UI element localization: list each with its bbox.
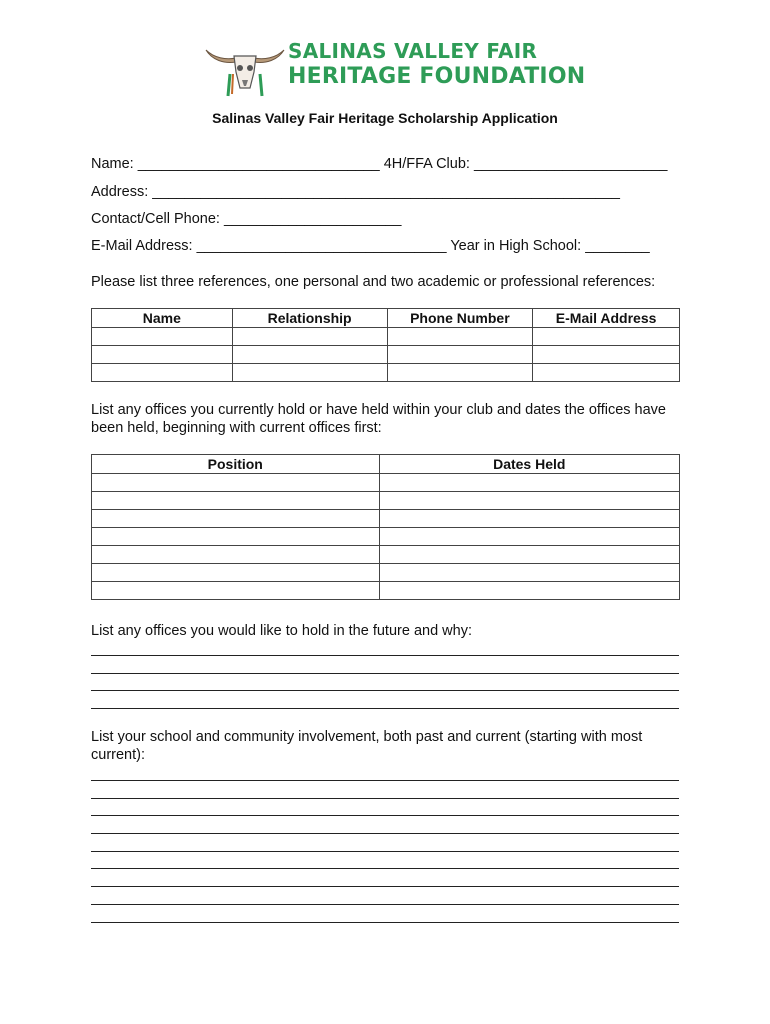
ref-header-relationship: Relationship [232,309,387,328]
offices-held-table [91,454,680,600]
email-year-field[interactable]: E-Mail Address: _______________________________ Year in High School: ________ [91,238,650,254]
ref-header-email: E-Mail Address [533,309,680,328]
table-cell[interactable] [92,510,380,528]
table-cell[interactable] [92,528,380,546]
table-cell[interactable] [533,364,680,382]
references-header-row [92,309,680,328]
answer-line[interactable] [91,655,679,656]
table-cell[interactable] [92,582,380,600]
table-cell[interactable] [92,346,233,364]
table-cell[interactable] [379,510,679,528]
offices-header-position: Position [92,455,380,474]
ref-header-name: Name [92,309,233,328]
table-row [92,364,680,382]
table-row [92,328,680,346]
logo-line-2: HERITAGE FOUNDATION [288,64,586,89]
table-cell[interactable] [387,364,533,382]
steer-skull-icon [204,44,286,98]
logo-line-1: SALINAS VALLEY FAIR [288,39,538,63]
table-cell[interactable] [533,328,680,346]
answer-line[interactable] [91,815,679,816]
foundation-logo [204,38,586,96]
answer-line[interactable] [91,690,679,691]
answer-line[interactable] [91,673,679,674]
table-row [92,510,680,528]
future-offices-prompt: List any offices you would like to hold in the future and why: [91,623,472,639]
table-cell[interactable] [92,564,380,582]
table-cell[interactable] [387,346,533,364]
table-cell[interactable] [379,546,679,564]
page-title: Salinas Valley Fair Heritage Scholarship Application [212,110,558,126]
table-cell[interactable] [92,546,380,564]
answer-line[interactable] [91,833,679,834]
offices-header-dates: Dates Held [379,455,679,474]
table-row [92,564,680,582]
involvement-prompt: List your school and community involvement, both past and current (starting with most current): [91,729,643,763]
table-cell[interactable] [379,528,679,546]
answer-line[interactable] [91,868,679,869]
table-row [92,474,680,492]
answer-line[interactable] [91,886,679,887]
table-row [92,346,680,364]
name-club-field[interactable]: Name: ______________________________ 4H/FFA Club: ________________________ [91,156,668,172]
answer-line[interactable] [91,708,679,709]
address-field[interactable]: Address: __________________________________________________________ [91,184,620,200]
table-cell[interactable] [379,492,679,510]
table-cell[interactable] [92,328,233,346]
logo-wordmark [288,38,585,90]
phone-field[interactable]: Contact/Cell Phone: ______________________ [91,211,402,227]
table-row [92,582,680,600]
table-cell[interactable] [533,346,680,364]
table-row [92,492,680,510]
references-prompt: Please list three references, one personal and two academic or professional references: [91,274,656,290]
table-cell[interactable] [387,328,533,346]
answer-line[interactable] [91,851,679,852]
table-cell[interactable] [232,328,387,346]
offices-header-row [92,455,680,474]
table-cell[interactable] [92,474,380,492]
table-cell[interactable] [379,582,679,600]
answer-line[interactable] [91,922,679,923]
table-cell[interactable] [92,492,380,510]
answer-line[interactable] [91,798,679,799]
table-cell[interactable] [232,346,387,364]
table-cell[interactable] [379,474,679,492]
table-cell[interactable] [92,364,233,382]
table-cell[interactable] [379,564,679,582]
answer-line[interactable] [91,780,679,781]
table-row [92,528,680,546]
ref-header-phone: Phone Number [387,309,533,328]
table-cell[interactable] [232,364,387,382]
references-table [91,308,680,382]
offices-held-prompt: List any offices you currently hold or have held within your club and dates the offices have been held, beginning with current offices first: [91,402,666,436]
answer-line[interactable] [91,904,679,905]
table-row [92,546,680,564]
